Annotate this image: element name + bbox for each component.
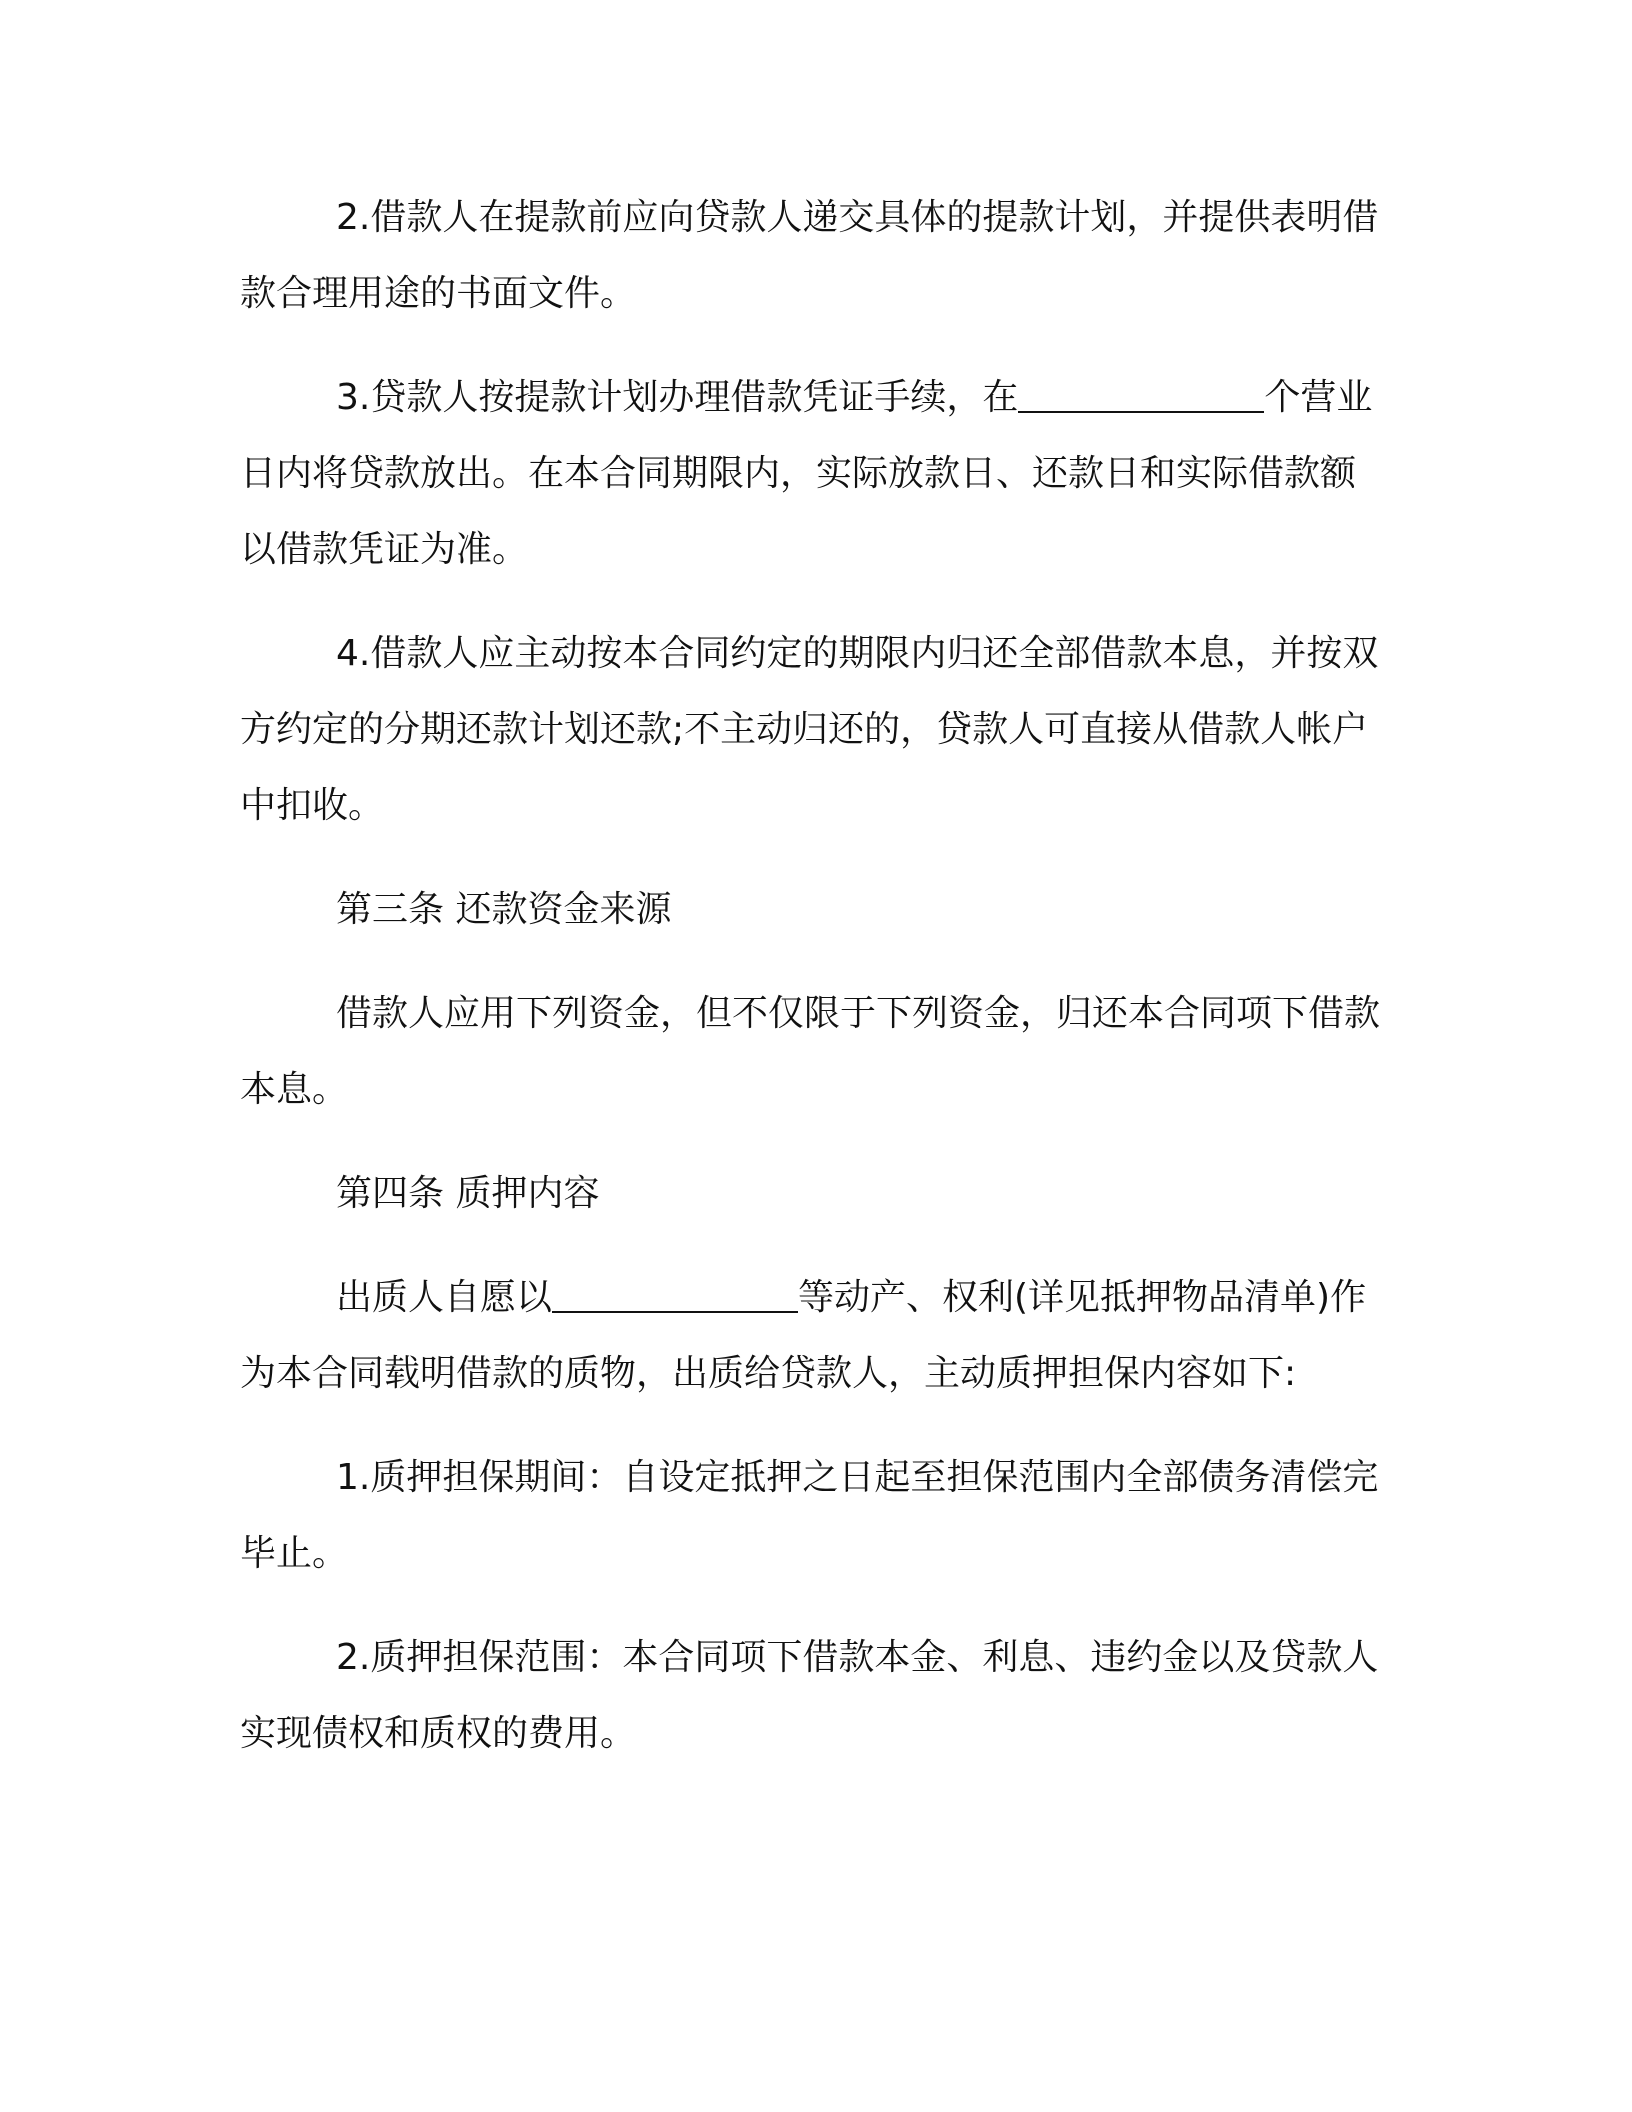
paragraph-text-before-blank: 出质人自愿以 [336,1277,553,1318]
document-body [240,180,1380,1800]
paragraph-pledge-content [240,1260,1380,1412]
paragraph-withdrawal-plan: 2.借款人在提款前应向贷款人递交具体的提款计划，并提供表明借款合理用途的书面文件。 [240,197,1379,314]
paragraph-repayment: 4.借款人应主动按本合同约定的期限内归还全部借款本息，并按双方约定的分期还款计划还款;不主动归还的，贷款人可直接从借款人帐户中扣收。 [240,633,1379,826]
fill-in-blank-pledged-property [552,1275,798,1313]
paragraph-repayment-source: 借款人应用下列资金，但不仅限于下列资金，归还本合同项下借款本息。 [240,993,1381,1110]
paragraph-pledge-period: 1.质押担保期间：自设定抵押之日起至担保范围内全部债务清偿完毕止。 [240,1457,1379,1574]
section-heading-article-3: 第三条 还款资金来源 [336,889,672,930]
fill-in-blank-business-days [1018,375,1264,413]
paragraph-text-after-blank: 等动产、权利(详见抵押物品清单)作为本合同载明借款的质物，出质给贷款人，主动质押担保内容如下: [240,1277,1367,1394]
paragraph-text-after-blank: 个营业日内将贷款放出。在本合同期限内，实际放款日、还款日和实际借款额以借款凭证为准。 [240,377,1373,570]
paragraph-pledge-scope: 2.质押担保范围：本合同项下借款本金、利息、违约金以及贷款人实现债权和质权的费用。 [240,1637,1379,1754]
section-heading-article-4: 第四条 质押内容 [336,1173,600,1214]
paragraph-loan-disbursement [240,360,1380,588]
paragraph-text-before-blank: 3.贷款人按提款计划办理借款凭证手续，在 [336,377,1019,418]
